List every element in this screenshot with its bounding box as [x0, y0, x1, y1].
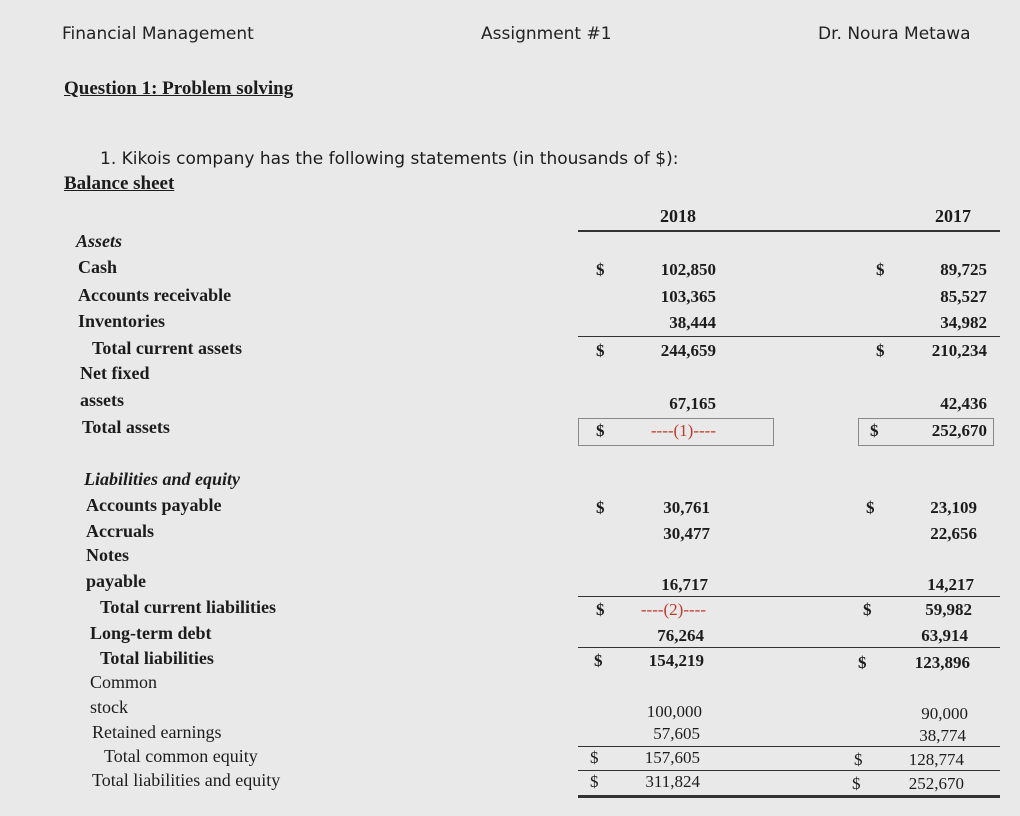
acc-2018: 30,477 [663, 524, 710, 543]
row-label: Retained earnings [92, 722, 222, 742]
currency-sign: $ [852, 774, 861, 793]
tce-2017: 128,774 [908, 750, 964, 769]
currency-sign: $ [854, 750, 863, 769]
acc-2017: 22,656 [930, 524, 977, 543]
currency-sign: $ [876, 341, 885, 360]
nfa-2018: 67,165 [669, 394, 716, 413]
row-label: Net fixed [80, 363, 150, 383]
currency-sign: $ [870, 421, 879, 440]
row-label: Total current assets [92, 338, 242, 358]
tca-2018: 244,659 [660, 341, 716, 360]
currency-sign: $ [596, 498, 605, 517]
currency-sign: $ [866, 498, 875, 517]
cs-2017: 90,000 [921, 704, 968, 723]
year-2017-header: 2017 [935, 206, 971, 226]
inv-2018: 38,444 [669, 313, 716, 332]
double-rule [578, 795, 1000, 798]
ap-2017: 23,109 [930, 498, 977, 517]
row-label: assets [80, 390, 124, 410]
blank-1[interactable]: ----(1)---- [650, 421, 716, 440]
question-title: Question 1: Problem solving [64, 78, 294, 99]
re-2018: 57,605 [653, 724, 700, 743]
row-label: Notes [86, 545, 129, 565]
subtotal-rule [578, 596, 1000, 597]
ltd-2017: 63,914 [921, 626, 968, 645]
ar-2018: 103,365 [660, 287, 716, 306]
currency-sign: $ [596, 421, 605, 440]
tle-2018: 311,824 [645, 772, 700, 791]
instructor-name: Dr. Noura Metawa [818, 24, 971, 44]
currency-sign: $ [596, 600, 605, 619]
tca-2017: 210,234 [931, 341, 987, 360]
ar-2017: 85,527 [940, 287, 987, 306]
subtotal-rule [578, 746, 1000, 747]
currency-sign: $ [596, 341, 605, 360]
ltd-2018: 76,264 [657, 626, 704, 645]
currency-sign: $ [876, 260, 885, 279]
year-2018-header: 2018 [660, 206, 696, 226]
assignment-number: Assignment #1 [481, 24, 612, 44]
subtotal-rule [578, 647, 1000, 648]
currency-sign: $ [594, 651, 603, 670]
row-label: Total common equity [104, 746, 258, 766]
header-rule [578, 230, 1000, 232]
cash-2017: 89,725 [940, 260, 987, 279]
currency-sign: $ [863, 600, 872, 619]
row-label: Long-term debt [90, 623, 212, 643]
re-2017: 38,774 [919, 726, 966, 745]
np-2018: 16,717 [661, 575, 708, 594]
row-label: Total assets [82, 417, 170, 437]
row-label: stock [90, 697, 128, 717]
balance-sheet-title: Balance sheet [64, 173, 175, 194]
row-label: Inventories [78, 311, 165, 331]
row-label: Accounts receivable [78, 285, 232, 305]
course-name: Financial Management [62, 24, 254, 44]
nfa-2017: 42,436 [940, 394, 987, 413]
tce-2018: 157,605 [644, 748, 700, 767]
currency-sign: $ [596, 260, 605, 279]
row-label: Total current liabilities [100, 597, 277, 617]
row-label: Accruals [86, 521, 154, 541]
cs-2018: 100,000 [646, 702, 702, 721]
row-label: Cash [78, 257, 118, 277]
currency-sign: $ [590, 772, 599, 791]
currency-sign: $ [590, 748, 599, 767]
currency-sign: $ [858, 653, 867, 672]
row-label: Accounts payable [86, 495, 222, 515]
row-label: Total liabilities and equity [92, 770, 281, 790]
ta-2017: 252,670 [931, 421, 987, 440]
np-2017: 14,217 [927, 575, 974, 594]
row-label: payable [86, 571, 147, 591]
tl-2017-2018: 154,219 [648, 651, 704, 670]
assets-heading: Assets [76, 231, 123, 251]
tl-2017: 123,896 [914, 653, 970, 672]
tle-2017: 252,670 [908, 774, 964, 793]
row-label: Total liabilities [100, 648, 214, 668]
ap-2018: 30,761 [663, 498, 710, 517]
problem-intro: 1. Kikois company has the following statements (in thousands of $): [100, 149, 679, 169]
blank-2[interactable]: ----(2)---- [640, 600, 706, 619]
subtotal-rule [578, 336, 1000, 337]
inv-2017: 34,982 [940, 313, 987, 332]
cash-2018: 102,850 [660, 260, 716, 279]
subtotal-rule [578, 770, 1000, 771]
liabilities-heading: Liabilities and equity [84, 469, 240, 489]
tcl-2017: 59,982 [925, 600, 972, 619]
row-label: Common [90, 672, 158, 692]
